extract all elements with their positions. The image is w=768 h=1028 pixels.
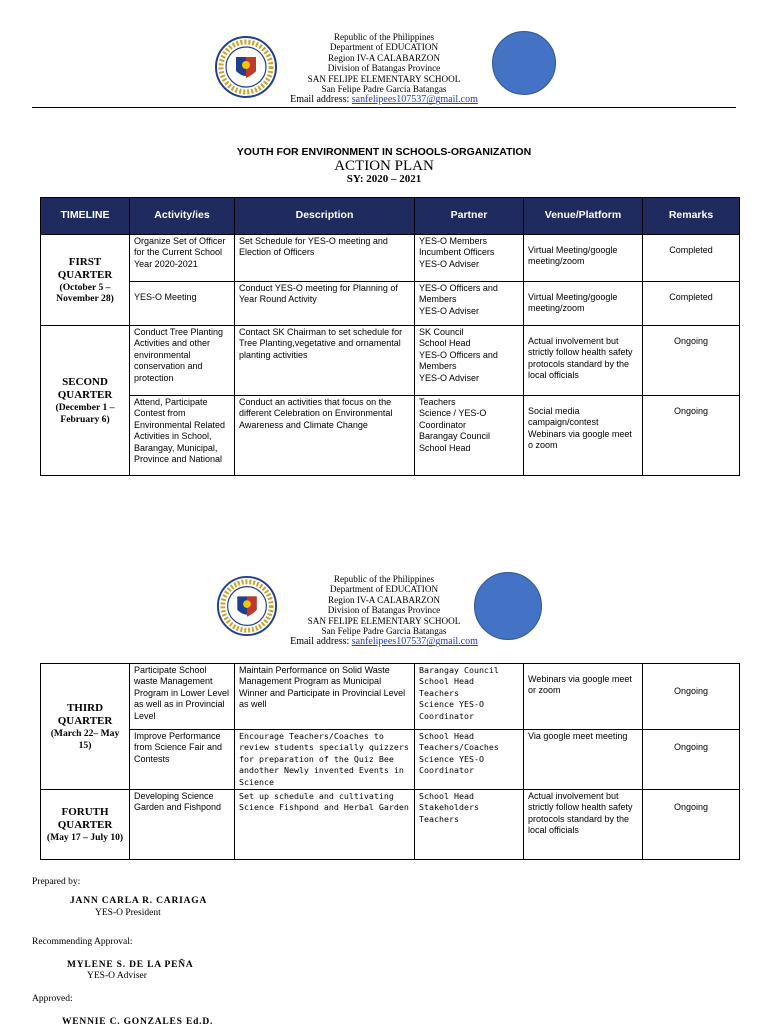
action-plan-table-page2: [40, 663, 740, 860]
remarks-cell: Ongoing: [643, 396, 740, 476]
letterhead-line: Republic of the Philippines: [333, 32, 435, 42]
table-row: [41, 664, 740, 730]
header-rule: [32, 107, 736, 108]
header-remarks: Remarks: [643, 198, 740, 235]
activity-cell: Participate School waste Management Program in Lower Level as well as in Provincial Level: [130, 664, 235, 730]
letterhead-line: Republic of the Philippines: [333, 574, 435, 584]
description-cell: Encourage Teachers/Coaches to review students specially quizzers for preparation of the Quiz Bee andother Newly invented Events in Science: [235, 730, 415, 790]
quarter-cell: [41, 790, 130, 860]
email-link[interactable]: sanfelipees107537@gmail.com: [351, 636, 478, 648]
quarter-dates: (October 5 – November 28): [56, 281, 114, 304]
quarter-cell: [41, 326, 130, 476]
approved-label: Approved:: [32, 994, 73, 1004]
letterhead-line: Region IV-A CALABARZON: [328, 594, 440, 605]
email-label: Email address:: [290, 94, 350, 106]
doc-title: ACTION PLAN: [334, 158, 434, 174]
partner-cell: School Head Stakeholders Teachers: [415, 790, 524, 860]
quarter-dates: (December 1 – February 6): [55, 402, 115, 425]
quarter-title: THIRD QUARTER: [57, 702, 113, 728]
venue-cell: Social media campaign/contest Webinars via google meet o zoom: [524, 396, 643, 476]
approved-name: WENNIE C. GONZALES Ed.D.: [62, 1017, 214, 1027]
table-row: [41, 396, 740, 476]
letterhead-line: Department of EDUCATION: [329, 584, 439, 595]
partner-cell: SK Council School Head YES-O Officers and Members YES-O Adviser: [415, 326, 524, 396]
partner-cell: Teachers Science / YES-O Coordinator Barangay Council School Head: [415, 396, 524, 476]
quarter-dates: (March 22– May 15): [50, 728, 120, 751]
activity-cell: Organize Set of Officer for the Current School Year 2020-2021: [130, 235, 235, 282]
remarks-cell: Completed: [643, 235, 740, 282]
description-cell: Conduct YES-O meeting for Planning of Year Round Activity: [235, 282, 415, 326]
prepared-label: Prepared by:: [32, 877, 81, 887]
email-link[interactable]: sanfelipees107537@gmail.com: [351, 94, 478, 106]
letterhead-line: SAN FELIPE ELEMENTARY SCHOOL: [307, 73, 461, 84]
activity-cell: Attend, Participate Contest from Environmental Related Activities in School, Barangay, Municipal, Province and National: [130, 396, 235, 476]
recommending-role: YES-O Adviser: [87, 971, 147, 981]
header-partner: Partner: [415, 198, 524, 235]
quarter-title: FORUTH QUARTER: [57, 805, 113, 831]
venue-cell: Actual involvement but strictly follow health safety protocols standard by the local officials: [524, 326, 643, 396]
header-timeline: TIMELINE: [41, 198, 130, 235]
table-row: [41, 326, 740, 396]
quarter-dates: (May 17 – July 10): [46, 831, 124, 843]
partner-cell: Barangay Council School Head Teachers Science YES-O Coordinator: [415, 664, 524, 730]
venue-cell: Virtual Meeting/google meeting/zoom: [524, 235, 643, 282]
table-row: [41, 235, 740, 282]
venue-cell: Webinars via google meet or zoom: [524, 664, 643, 730]
remarks-cell: Ongoing: [643, 664, 740, 730]
header-activity: Activity/ies: [130, 198, 235, 235]
letterhead: [0, 32, 768, 105]
table-row: [41, 730, 740, 790]
prepared-name: JANN CARLA R. CARIAGA: [70, 896, 208, 906]
letterhead-line: Region IV-A CALABARZON: [328, 52, 440, 63]
description-cell: Set up schedule and cultivating Science Fishpond and Herbal Garden: [235, 790, 415, 860]
remarks-cell: Ongoing: [643, 730, 740, 790]
header-venue: Venue/Platform: [524, 198, 643, 235]
partner-cell: School Head Teachers/Coaches Science YES-O Coordinator: [415, 730, 524, 790]
description-cell: Conduct an activities that focus on the different Celebration on Environmental Awareness and Climate Change: [235, 396, 415, 476]
quarter-title: FIRST QUARTER: [57, 255, 113, 281]
email-label: Email address:: [290, 636, 350, 648]
activity-cell: Improve Performance from Science Fair and Contests: [130, 730, 235, 790]
header-description: Description: [235, 198, 415, 235]
description-cell: Set Schedule for YES-O meeting and Election of Officers: [235, 235, 415, 282]
letterhead-line: Division of Batangas Province: [327, 63, 441, 74]
email-line: [0, 636, 768, 647]
description-cell: Contact SK Chairman to set schedule for Tree Planting,vegetative and ornamental planting activities: [235, 326, 415, 396]
activity-cell: Developing Science Garden and Fishpond: [130, 790, 235, 860]
venue-cell: Virtual Meeting/google meeting/zoom: [524, 282, 643, 326]
venue-cell: Via google meet meeting: [524, 730, 643, 790]
action-plan-table-page1: [40, 197, 740, 476]
recommending-name: MYLENE S. DE LA PEÑA: [67, 960, 194, 970]
recommending-label: Recommending Approval:: [32, 937, 133, 947]
remarks-cell: Ongoing: [643, 326, 740, 396]
partner-cell: YES-O Officers and Members YES-O Adviser: [415, 282, 524, 326]
venue-cell: Actual involvement but strictly follow health safety protocols standard by the local officials: [524, 790, 643, 860]
org-title: YOUTH FOR ENVIRONMENT IN SCHOOLS-ORGANIZATION: [236, 146, 532, 158]
activity-cell: YES-O Meeting: [130, 282, 235, 326]
remarks-cell: Ongoing: [643, 790, 740, 860]
school-year: SY: 2020 – 2021: [346, 173, 422, 185]
remarks-cell: Completed: [643, 282, 740, 326]
letterhead: [0, 574, 768, 647]
letterhead-line: San Felipe Padre Garcia Batangas: [321, 626, 447, 637]
quarter-cell: [41, 664, 130, 790]
description-cell: Maintain Performance on Solid Waste Management Program as Municipal Winner and Participate in Provincial Level as well: [235, 664, 415, 730]
letterhead-line: San Felipe Padre Garcia Batangas: [321, 84, 447, 95]
email-line: [0, 94, 768, 105]
quarter-cell: [41, 235, 130, 326]
table-row: [41, 282, 740, 326]
quarter-title: SECOND QUARTER: [57, 376, 113, 401]
table-header-row: [41, 198, 740, 235]
letterhead-line: Department of EDUCATION: [329, 42, 439, 53]
activity-cell: Conduct Tree Planting Activities and other environmental conservation and protection: [130, 326, 235, 396]
partner-cell: YES-O Members Incumbent Officers YES-O Adviser: [415, 235, 524, 282]
prepared-role: YES-O President: [95, 908, 161, 918]
document-titles: [0, 146, 768, 186]
table-row: [41, 790, 740, 860]
letterhead-line: SAN FELIPE ELEMENTARY SCHOOL: [307, 615, 461, 626]
letterhead-line: Division of Batangas Province: [327, 605, 441, 616]
